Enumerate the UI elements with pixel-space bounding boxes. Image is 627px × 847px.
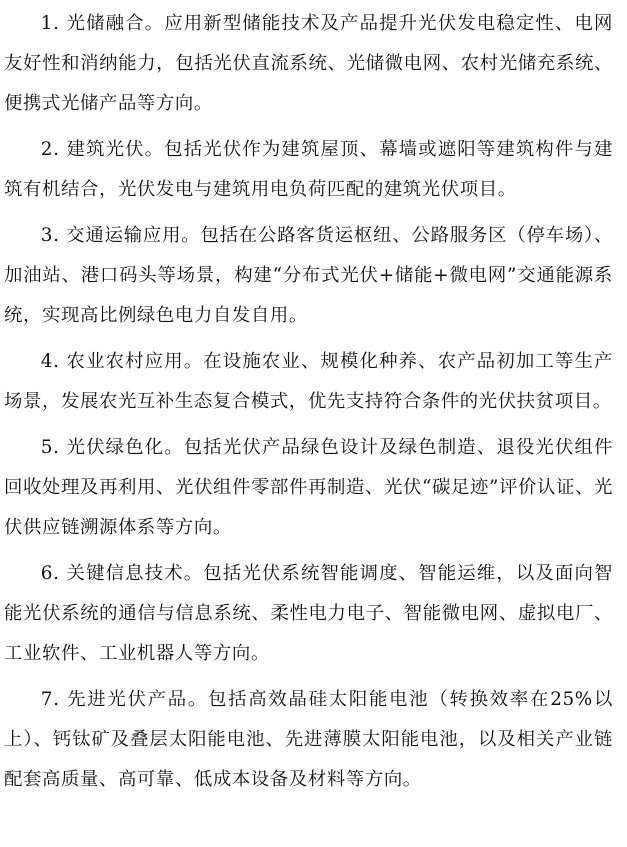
paragraph-solar-storage: 1. 光储融合。应用新型储能技术及产品提升光伏发电稳定性、电网友好性和消纳能力，包括光伏直流系统、光储微电网、农村光储充系统、便携式光储产品等方向。 (4, 13, 613, 114)
paragraph-key-it: 6. 关键信息技术。包括光伏系统智能调度、智能运维，以及面向智能光伏系统的通信与信息系统、柔性电力电子、智能微电网、虚拟电厂、工业软件、工业机器人等方向。 (4, 563, 613, 664)
paragraph-transport-application: 3. 交通运输应用。包括在公路客货运枢纽、公路服务区（停车场）、加油站、港口码头等场景，构建“分布式光伏+储能+微电网”交通能源系统，实现高比例绿色电力自发自用。 (4, 225, 613, 326)
paragraph-agriculture-application: 4. 农业农村应用。在设施农业、规模化种养、农产品初加工等生产场景，发展农光互补生态复合模式，优先支持符合条件的光伏扶贫项目。 (4, 351, 613, 412)
paragraph-pv-greening: 5. 光伏绿色化。包括光伏产品绿色设计及绿色制造、退役光伏组件回收处理及再利用、光伏组件零部件再制造、光伏“碳足迹”评价认证、光伏供应链溯源体系等方向。 (4, 437, 613, 538)
paragraph-building-pv: 2. 建筑光伏。包括光伏作为建筑屋顶、幕墙或遮阳等建筑构件与建筑有机结合，光伏发电与建筑用电负荷匹配的建筑光伏项目。 (4, 139, 613, 200)
paragraph-advanced-pv-products: 7. 先进光伏产品。包括高效晶硅太阳能电池（转换效率在25%以上）、钙钛矿及叠层太阳能电池、先进薄膜太阳能电池，以及相关产业链配套高质量、高可靠、低成本设备及材料等方向。 (4, 689, 613, 790)
